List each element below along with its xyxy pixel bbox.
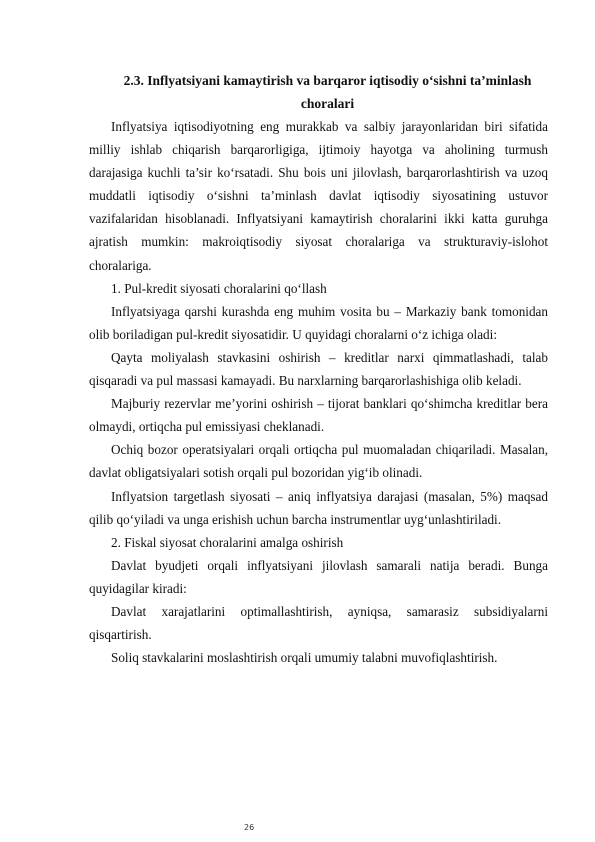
paragraph-inflation-targeting: Inflyatsion targetlash siyosati – aniq inflyatsiya darajasi (masalan, 5%) maqsad qilib qo‘yiladi va unga erishish uchun barcha instrumentlar uyg‘unlashtiriladi.: [89, 488, 548, 527]
subheading-fiscal-policy: 2. Fiskal siyosat choralarini amalga oshirish: [111, 534, 344, 550]
paragraph-fiscal-policy: Davlat byudjeti orqali inflyatsiyani jilovlash samarali natija beradi. Bunga quyidagilar kiradi:: [89, 557, 548, 596]
paragraph-open-market: Ochiq bozor operatsiyalari orqali ortiqcha pul muomaladan chiqariladi. Masalan, davlat obligatsiyalari sotish orqali pul bozoridan yig‘ib olinadi.: [89, 442, 548, 481]
page-number: 26: [244, 823, 255, 832]
paragraph-refinancing-rate: Qayta moliyalash stavkasini oshirish – kreditlar narxi qimmatlashadi, talab qisqaradi va pul massasi kamayadi. Bu narxlarning barqarorlashishiga olib keladi.: [89, 349, 548, 389]
paragraph-tax-rates: Soliq stavkalarini moslashtirish orqali umumiy talabni muvofiqlashtirish.: [111, 650, 498, 666]
paragraph-spending-optimization: Davlat xarajatlarini optimallashtirish, ayniqsa, samarasiz subsidiyalarni qisqartirish.: [89, 603, 548, 643]
paragraph-intro: Inflyatsiya iqtisodiyotning eng murakkab va salbiy jarayonlaridan biri sifatida milliy ishlab chiqarish barqarorligiga, ijtimoiy hayotga va aholining turmush darajasiga kuchli ta’sir ko‘rsatadi. Shu bois uni jilovlash, barqarorlashtirish va uzoq muddatli iqtisodiy o‘sishni ta’minlash davlat iqtisodiy siyosatining ustuvor vazifalaridan hisoblanadi. Inflyatsiyani kamaytirish choralarini ikki katta guruhga ajratish mumkin: makroiqtisodiy siyosat choralariga va strukturaviy-islohot choralariga.: [89, 119, 548, 273]
page-content: [89, 69, 548, 669]
paragraph-monetary-policy: Inflyatsiyaga qarshi kurashda eng muhim vosita bu – Markaziy bank tomonidan olib boriladigan pul-kredit siyosatidir. U quyidagi choralarni o‘z ichiga oladi:: [89, 303, 548, 342]
section-title: 2.3. Inflyatsiyani kamaytirish va barqaror iqtisodiy o‘sishni ta’minlash choralari: [123, 73, 532, 111]
paragraph-reserve-requirements: Majburiy rezervlar me’yorini oshirish – tijorat banklari qo‘shimcha kreditlar bera olmaydi, ortiqcha pul emissiyasi cheklanadi.: [89, 396, 548, 435]
subheading-monetary-policy: 1. Pul-kredit siyosati choralarini qo‘llash: [111, 280, 327, 296]
